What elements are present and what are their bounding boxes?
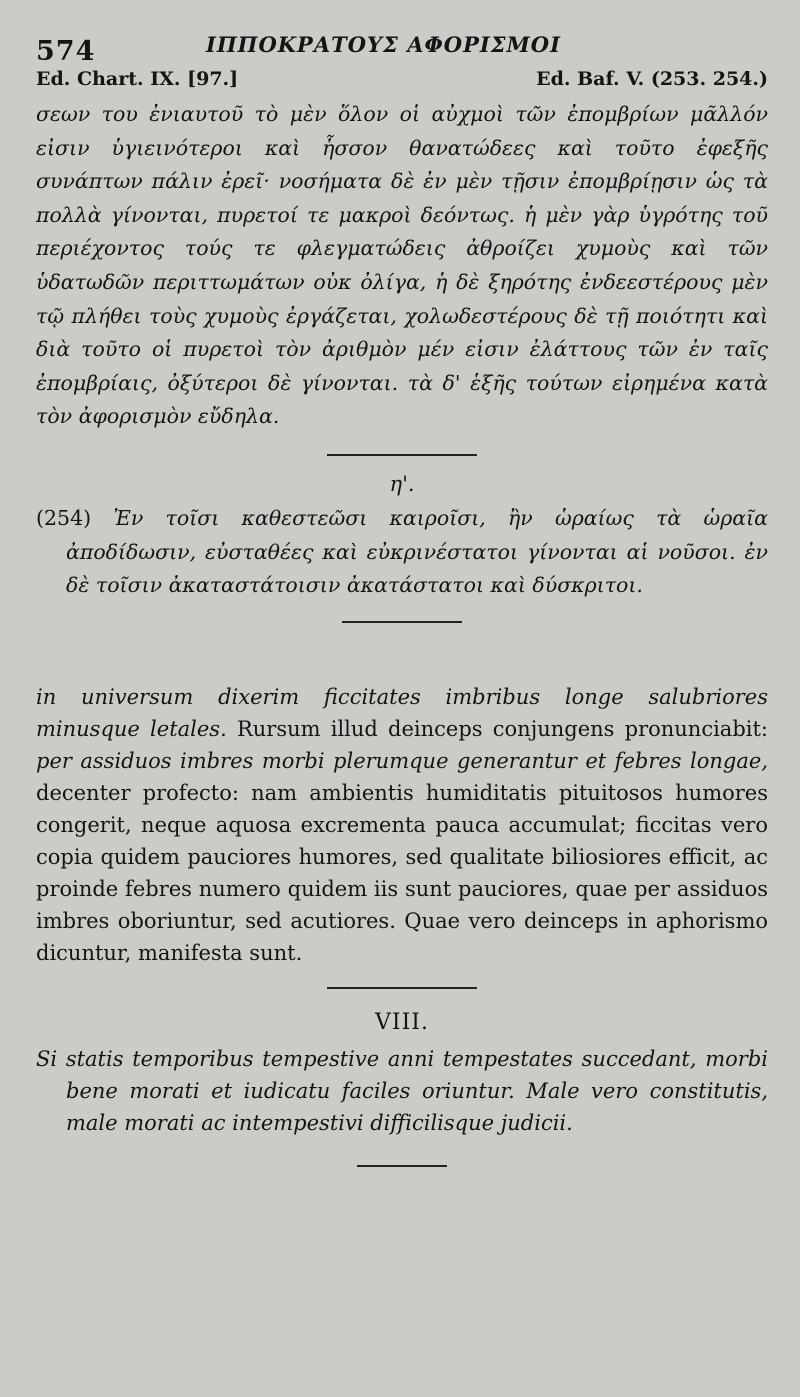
- latin-section-number: VIII.: [375, 1009, 429, 1035]
- latin-text: decenter profecto: nam ambientis humiditatis pituitosos humores congerit, neque aquosa excrementa pauca accumulat; ficcitas vero copia quidem pauciores humores, sed qualitate biliosiores efficit, ac proinde febres numero quidem iis sunt pauciores, quae per assiduos imbres oboriuntur, sed acutiores. Quae vero deinceps in aphorismo dicuntur, manifesta sunt.: [36, 780, 768, 965]
- section-divider: [327, 987, 477, 989]
- greek-aphorism: [36, 502, 768, 603]
- greek-section-number: η'.: [389, 471, 415, 496]
- latin-italic-phrase: in universum dixerim ficcitates imbribus longe salubriores minusque letales.: [36, 684, 768, 741]
- latin-italic-phrase: per assiduos imbres morbi plerumque generantur et febres longae,: [36, 748, 768, 773]
- section-divider: [342, 621, 462, 623]
- page-header: [36, 26, 768, 68]
- section-divider: [357, 1165, 447, 1167]
- edition-basel: Ed. Baf. V. (253. 254.): [536, 68, 768, 90]
- greek-aphorism-text: Ἐν τοῖσι καθεστεῶσι καιροῖσι, ἢν ὡραίως τὰ ὡραῖα ἀποδίδωσιν, εὐσταθέες καὶ εὐκρινέστατοι γίνονται αἱ νοῦσοι. ἐν δὲ τοῖσιν ἀκαταστάτοισιν ἀκατάστατοι καὶ δύσκριτοι.: [66, 505, 768, 598]
- running-title: ΙΠΠΟΚΡΑΤΟΥΣ ΑΦΟΡΙΣΜΟΙ: [206, 32, 561, 57]
- section-divider: [327, 454, 477, 456]
- aphorism-reference: (254): [36, 505, 92, 530]
- edition-chartier: Ed. Chart. IX. [97.]: [36, 68, 239, 90]
- page-number: 574: [36, 36, 96, 67]
- latin-commentary: [36, 681, 768, 969]
- latin-text: Rursum illud deinceps conjungens pronunciabit:: [226, 716, 768, 741]
- greek-commentary: σεων του ἐνιαυτοῦ τὸ μὲν ὅλον οἱ αὐχμοὶ τῶν ἐπομβρίων μᾶλλόν εἰσιν ὑγιεινότεροι καὶ ἧσσον θανατώδεες καὶ τοῦτο ἐφεξῆς συνάπτων πάλιν ἐρεῖ· νοσήματα δὲ ἐν μὲν τῇσιν ἐπομβρίῃσιν ὡς τὰ πολλὰ γίνονται, πυρετοί τε μακροὶ δεόντως. ἡ μὲν γὰρ ὑγρότης τοῦ περιέχοντος τούς τε φλεγματώδεις ἀθροίζει χυμοὺς καὶ τῶν ὑδατωδῶν περιττωμάτων οὐκ ὀλίγα, ἡ δὲ ξηρότης ἐνδεεστέρους μὲν τῷ πλήθει τοὺς χυμοὺς ἐργάζεται, χολωδεστέρους δὲ τῇ ποιότητι καὶ διὰ τοῦτο οἱ πυρετοὶ τὸν ἀριθμὸν μέν εἰσιν ἐλάττους τῶν ἐν ταῖς ἐπομβρίαις, ὀξύτεροι δὲ γίνονται. τὰ δ' ἑξῆς τούτων εἰρημένα κατὰ τὸν ἀφορισμὸν εὔδηλα.: [36, 102, 768, 429]
- latin-aphorism: Si statis temporibus tempestive anni tempestates succedant, morbi bene morati et iudicatu faciles oriuntur. Male vero constitutis, male morati ac intempestivi difficilisque judicii.: [36, 1046, 768, 1135]
- edition-references: [36, 68, 768, 98]
